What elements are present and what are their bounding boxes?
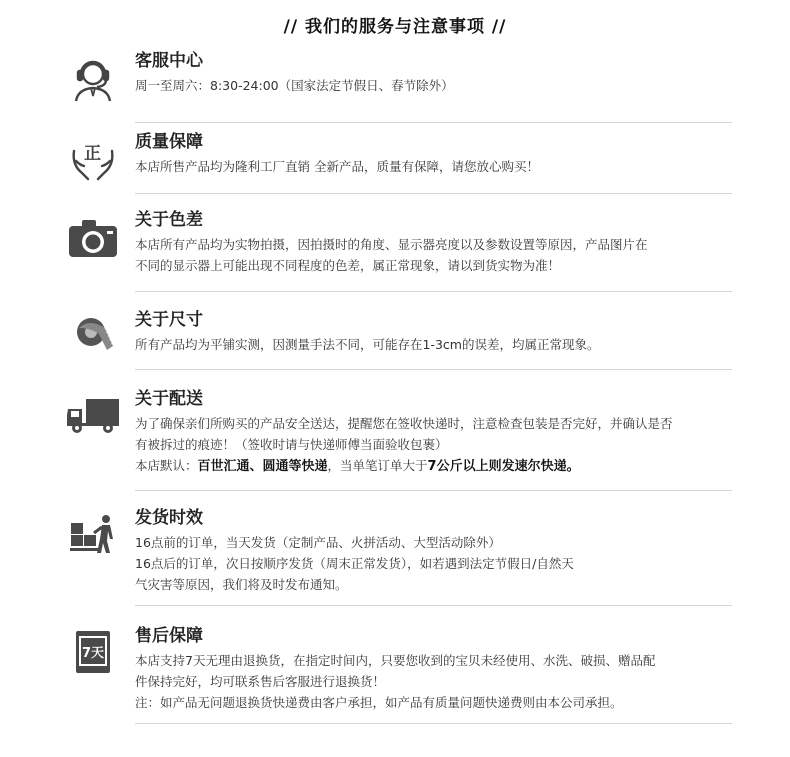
delivery-truck-icon <box>64 386 122 444</box>
divider <box>135 369 732 370</box>
section-text: 本店所有产品均为实物拍摄，因拍摄时的角度、显示器亮度以及参数设置等原因，产品图片在 <box>135 237 648 252</box>
divider <box>135 122 732 123</box>
divider <box>135 291 732 292</box>
default-prefix: 本店默认： <box>135 458 198 473</box>
page-title: // 我们的服务与注意事项 // <box>283 17 507 37</box>
svg-text:正: 正 <box>84 144 101 164</box>
section-aftersale <box>60 625 732 730</box>
section-text: 不同的显示器上可能出现不同程度的色差，属正常现象，请以到货实物为准！ <box>135 258 561 273</box>
measuring-tape-icon <box>64 305 122 363</box>
section-title: 售后保障 <box>135 626 203 646</box>
section-size <box>60 309 732 369</box>
section-color <box>60 209 732 294</box>
section-text: 有被拆过的痕迹！（签收时请与快递师傅当面验收包裹） <box>135 437 448 452</box>
default-mid: ，当单笔订单大于 <box>327 458 428 473</box>
section-shipping <box>60 507 732 607</box>
section-text: 为了确保亲们所购买的产品安全送达，提醒您在签收快递时，注意检查包装是否完好，并确认是否 <box>135 416 673 431</box>
headset-agent-icon <box>64 50 122 108</box>
section-title: 关于色差 <box>135 210 203 230</box>
section-title: 发货时效 <box>135 508 203 528</box>
hands-quality-icon <box>64 131 122 189</box>
worker-boxes-icon <box>64 505 122 563</box>
section-text: 注：如产品无问题退换货快递费由客户承担，如产品有质量问题快递费则由本公司承担。 <box>135 695 623 710</box>
divider <box>135 723 732 724</box>
section-text: 本店所售产品均为隆利工厂直销 全新产品，质量有保障，请您放心购买！ <box>135 159 539 174</box>
section-text: 件保持完好，均可联系售后客服进行退换货！ <box>135 674 386 689</box>
section-text: 所有产品均为平铺实测，因测量手法不同，可能存在1-3cm的误差，均属正常现象。 <box>135 337 600 352</box>
section-title: 质量保障 <box>135 132 203 152</box>
seven-day-calendar-icon <box>64 623 122 681</box>
section-title: 客服中心 <box>135 51 203 71</box>
camera-icon <box>64 209 122 267</box>
default-rule: 7公斤以上则发速尔快递。 <box>427 459 580 474</box>
divider <box>135 490 732 491</box>
section-title: 关于配送 <box>135 389 203 409</box>
divider <box>135 193 732 194</box>
section-service <box>60 50 732 120</box>
default-couriers: 百世汇通、圆通等快递 <box>197 459 328 474</box>
default-courier-line <box>135 455 732 477</box>
section-text: 周一至周六：8:30-24:00（国家法定节假日、春节除外） <box>135 78 454 93</box>
section-delivery <box>60 388 732 488</box>
section-text: 16点前的订单，当天发货（定制产品、火拼活动、大型活动除外） <box>135 535 501 550</box>
section-text: 16点后的订单，次日按顺序发货（周末正常发货），如若遇到法定节假日/自然天 <box>135 556 574 571</box>
section-title: 关于尺寸 <box>135 310 203 330</box>
section-text: 气灾害等原因，我们将及时发布通知。 <box>135 577 348 592</box>
divider <box>135 605 732 606</box>
badge-text: 7天 <box>81 646 105 661</box>
section-quality <box>60 131 732 193</box>
section-text: 本店支持7天无理由退换货，在指定时间内，只要您收到的宝贝未经使用、水洗、破损、赠品配 <box>135 653 656 668</box>
